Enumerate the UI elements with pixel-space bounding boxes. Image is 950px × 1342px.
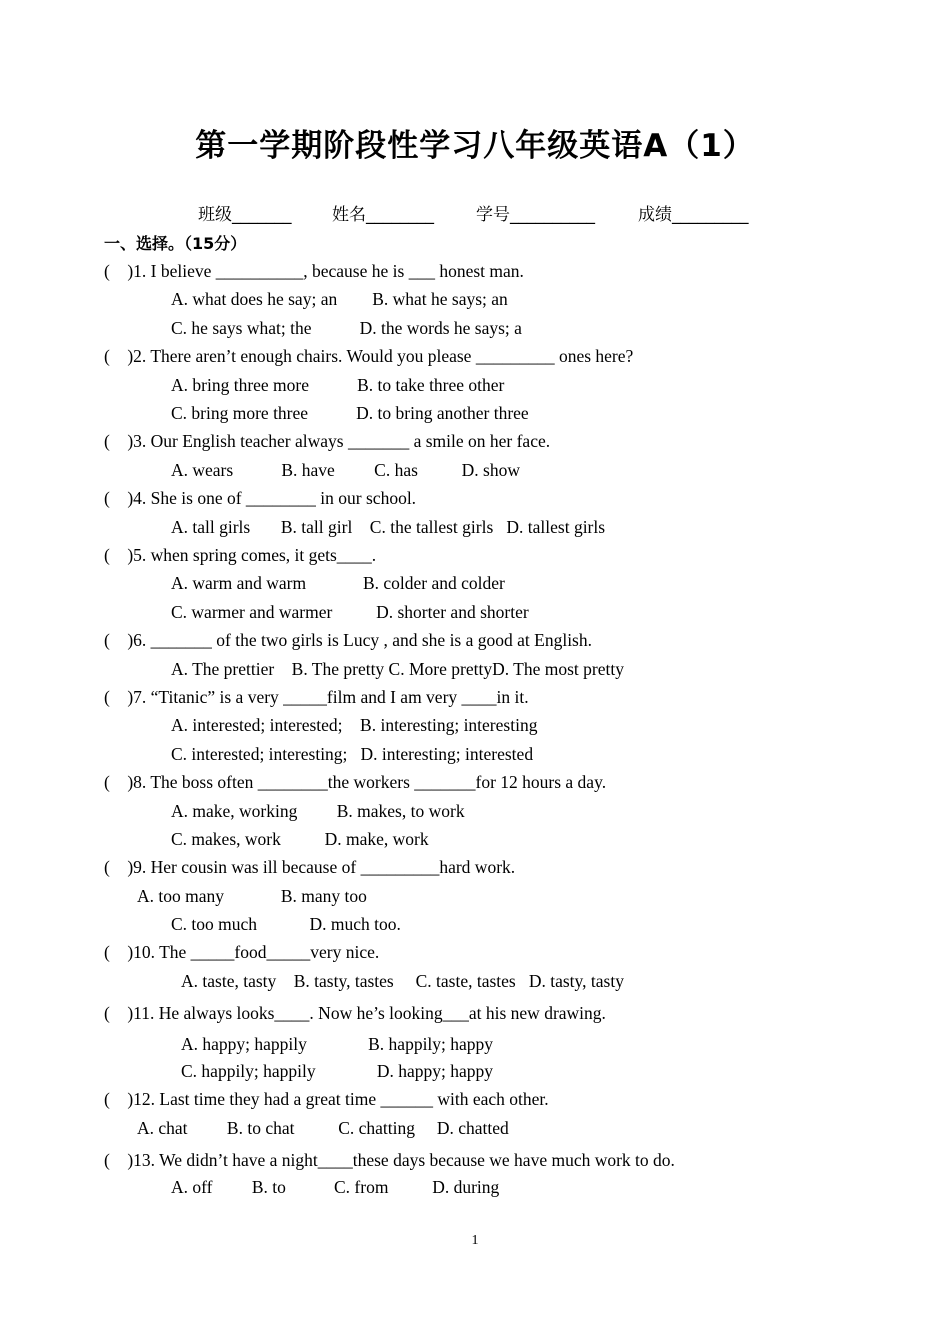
options-1b: C. he says what; the D. the words he says; a: [171, 318, 522, 338]
question-5: ( )5. when spring comes, it gets____.: [104, 545, 377, 565]
options-10: A. taste, tasty B. tasty, tastes C. taste, tastes D. tasty, tasty: [181, 971, 624, 991]
class-blank: _______: [232, 205, 292, 225]
page-title: 第一学期阶段性学习八年级英语A（1）: [195, 128, 755, 164]
options-1a: A. what does he say; an B. what he says; an: [171, 289, 508, 309]
question-11: ( )11. He always looks____. Now he’s looking___at his new drawing.: [104, 1003, 606, 1023]
options-5b: C. warmer and warmer D. shorter and shorter: [171, 602, 529, 622]
options-9b: C. too much D. much too.: [171, 914, 401, 934]
options-11a: A. happy; happily B. happily; happy: [181, 1034, 494, 1054]
student-id-blank: __________: [510, 205, 595, 225]
question-3: ( )3. Our English teacher always _______ a smile on her face.: [104, 431, 551, 451]
options-2a: A. bring three more B. to take three other: [171, 375, 505, 395]
options-13: A. off B. to C. from D. during: [171, 1177, 500, 1197]
class-field: [198, 200, 292, 225]
score-field: [638, 200, 749, 225]
question-9: ( )9. Her cousin was ill because of _________hard work.: [104, 857, 516, 877]
options-11b: C. happily; happily D. happy; happy: [181, 1061, 494, 1081]
options-3: A. wears B. have C. has D. show: [171, 460, 520, 480]
score-label: 成绩: [638, 205, 672, 225]
options-5a: A. warm and warm B. colder and colder: [171, 573, 505, 593]
question-13: ( )13. We didn’t have a night____these days because we have much work to do.: [104, 1150, 675, 1170]
question-8: ( )8. The boss often ________the workers _______for 12 hours a day.: [104, 772, 607, 792]
page-number: 1: [471, 1233, 479, 1248]
options-12: A. chat B. to chat C. chatting D. chatted: [137, 1118, 509, 1138]
question-2: ( )2. There aren’t enough chairs. Would you please _________ ones here?: [104, 346, 634, 366]
options-7b: C. interested; interesting; D. interesting; interested: [171, 744, 534, 764]
question-4: ( )4. She is one of ________ in our school.: [104, 488, 417, 508]
options-7a: A. interested; interested; B. interesting; interesting: [171, 715, 538, 735]
question-1: ( )1. I believe __________, because he is ___ honest man.: [104, 261, 524, 281]
score-blank: _________: [672, 205, 749, 225]
options-8b: C. makes, work D. make, work: [171, 829, 429, 849]
options-4: A. tall girls B. tall girl C. the tallest girls D. tallest girls: [171, 517, 606, 537]
student-id-field: [476, 200, 595, 225]
name-label: 姓名: [332, 205, 366, 225]
question-6: ( )6. _______ of the two girls is Lucy , and she is a good at English.: [104, 630, 592, 650]
options-8a: A. make, working B. makes, to work: [171, 801, 465, 821]
options-9a: A. too many B. many too: [137, 886, 367, 906]
options-2b: C. bring more three D. to bring another three: [171, 403, 529, 423]
student-id-label: 学号: [476, 205, 510, 225]
section-title: 一、选择。（15分）: [104, 234, 247, 253]
question-7: ( )7. “Titanic” is a very _____film and I am very ____in it.: [104, 687, 529, 707]
name-blank: ________: [366, 205, 434, 225]
question-12: ( )12. Last time they had a great time ______ with each other.: [104, 1089, 549, 1109]
options-6: A. The prettier B. The pretty C. More prettyD. The most pretty: [171, 659, 624, 679]
class-label: 班级: [198, 205, 232, 225]
name-field: [332, 200, 434, 225]
question-10: ( )10. The _____food_____very nice.: [104, 942, 380, 962]
